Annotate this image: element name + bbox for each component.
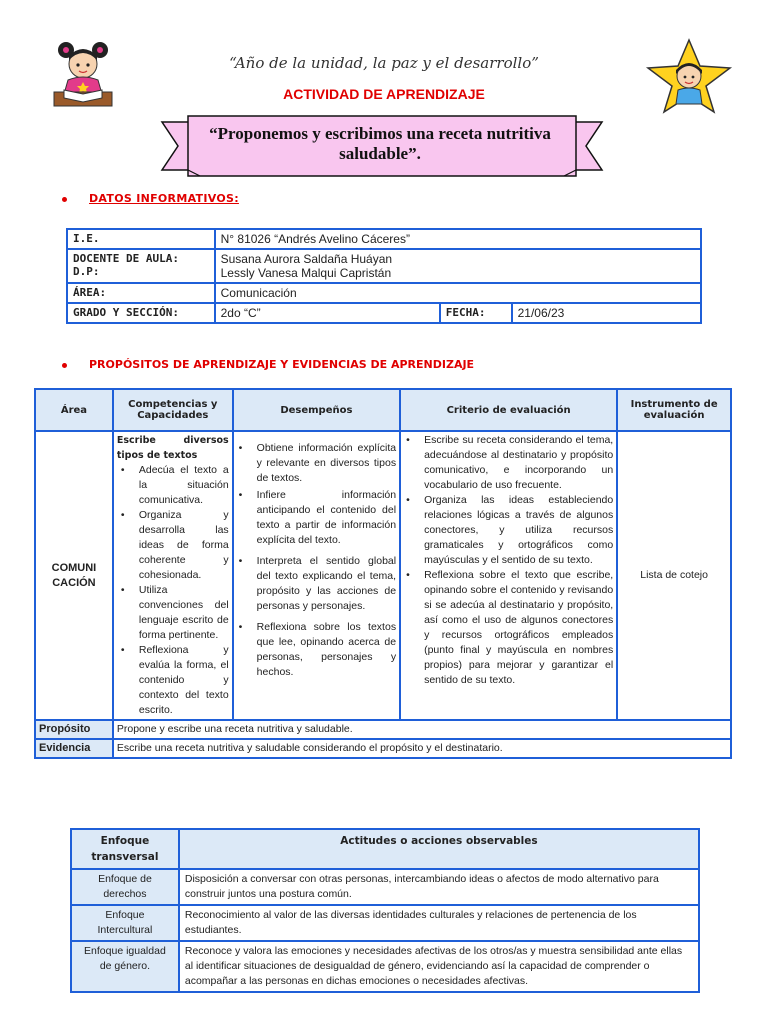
fecha-label: FECHA: [440, 303, 512, 323]
table-header-row [71, 829, 699, 869]
table-row [67, 229, 701, 249]
propositos-table [34, 388, 732, 759]
enfoque-name: Enfoque igualdad de género. [71, 941, 179, 992]
activity-title: ACTIVIDAD DE APRENDIZAJE [283, 86, 485, 102]
header-desempenos: Desempeños [233, 389, 400, 431]
enfoque-text: Disposición a conversar con otras personas, intercambiando ideas o afectos de modo alternativo para construir juntos una postura común. [179, 869, 699, 905]
instrumento-cell: Lista de cotejo [617, 431, 731, 720]
competencias-cell [113, 431, 233, 720]
table-row [35, 431, 731, 720]
capacidades-list [117, 463, 229, 718]
table-row [71, 941, 699, 992]
datos-table [66, 228, 702, 324]
table-row [35, 739, 731, 758]
area-cell: COMUNI CACIÓN [35, 431, 113, 720]
desempenos-cell [233, 431, 400, 720]
header-criterio: Criterio de evaluación [400, 389, 617, 431]
ie-value: N° 81026 “Andrés Avelino Cáceres” [215, 229, 701, 249]
table-row [67, 283, 701, 303]
header-enfoque: Enfoque transversal [71, 829, 179, 869]
fecha-value: 21/06/23 [512, 303, 701, 323]
table-row [71, 869, 699, 905]
list-item: • Utiliza convenciones del lenguaje escrito de forma pertinente. [117, 583, 229, 643]
evidencia-value: Escribe una receta nutritiva y saludable considerando el propósito y el destinatario. [113, 739, 731, 758]
proposito-label: Propósito [35, 720, 113, 739]
competencia-title: Escribe diversos tipos de textos [116, 435, 229, 461]
docente-label: DOCENTE DE AULA: [73, 252, 179, 265]
grado-value: 2do “C” [215, 303, 440, 323]
star-girl-illustration [644, 38, 734, 114]
header-actitudes: Actitudes o acciones observables [179, 829, 699, 869]
criterios-list [404, 433, 613, 688]
enfoque-name: Enfoque Intercultural [71, 905, 179, 941]
enfoque-text: Reconoce y valora las emociones y necesidades afectivas de los otros/as y muestra sensibilidad ante ellas al identificar situaciones de desigualdad de género, evidenciando así la capacidad de comprender o acompañar a las personas en dichas emociones o necesidades afectivas. [179, 941, 699, 992]
list-item: • Obtiene información explícita y relevante en diversos tipos de textos. [237, 441, 396, 486]
enfoque-text: Reconocimiento al valor de las diversas identidades culturales y relaciones de pertenencia de los estudiantes. [179, 905, 699, 941]
propositos-heading: PROPÓSITOS DE APRENDIZAJE Y EVIDENCIAS DE APRENDIZAJE [62, 358, 474, 371]
table-row [67, 249, 701, 283]
datos-heading: DATOS INFORMATIVOS: [62, 192, 239, 205]
list-item: • Reflexiona sobre los textos que lee, opinando acerca de personas, personajes y hechos. [237, 620, 396, 680]
enfoques-table [70, 828, 700, 993]
table-header-row [35, 389, 731, 431]
table-row [35, 720, 731, 739]
criterio-cell [400, 431, 617, 720]
grado-label: GRADO Y SECCIÓN: [67, 303, 215, 323]
header-instrumento: Instrumento de evaluación [617, 389, 731, 431]
docente-value: Susana Aurora Saldaña Huáyan [220, 252, 393, 266]
enfoque-name: Enfoque de derechos [71, 869, 179, 905]
bullet-icon [62, 363, 67, 368]
bullet-icon [62, 197, 67, 202]
list-item: • Adecúa el texto a la situación comunicativa. [117, 463, 229, 508]
proposito-value: Propone y escribe una receta nutritiva y saludable. [113, 720, 731, 739]
table-row [71, 905, 699, 941]
dp-label: D.P: [73, 265, 100, 278]
area-label: ÁREA: [67, 283, 215, 303]
dp-value: Lessly Vanesa Malqui Capristán [220, 266, 392, 280]
docente-label-cell [67, 249, 215, 283]
area-value: Comunicación [215, 283, 701, 303]
list-item: • Escribe su receta considerando el tema, adecuándose al destinatario y propósito comunicativo, e incorporando un vocabulario de uso frecuente. [404, 433, 613, 493]
list-item: • Reflexiona y evalúa la forma, el contenido y contexto del texto escrito. [117, 643, 229, 718]
school-year-motto: “Año de la unidad, la paz y el desarrollo” [229, 54, 539, 72]
ie-label: I.E. [67, 229, 215, 249]
table-row [67, 303, 701, 323]
docente-value-cell [215, 249, 701, 283]
list-item: • Infiere información anticipando el contenido del texto a partir de información explícita del texto. [237, 488, 396, 548]
list-item: • Reflexiona sobre el texto que escribe, opinando sobre el contenido y revisando si se adecúa al destinatario y propósito, así como el uso de algunos conectores y recursos ortográficos empleados (punto final y mayúscula en nombres propios) para mejorar y garantizar el sentido de su texto. [404, 568, 613, 688]
desempenos-list [237, 433, 396, 680]
list-item: • Organiza y desarrolla las ideas de forma coherente y cohesionada. [117, 508, 229, 583]
header-competencias: Competencias y Capacidades [113, 389, 233, 431]
header-area: Área [35, 389, 113, 431]
evidencia-label: Evidencia [35, 739, 113, 758]
list-item: • Organiza las ideas estableciendo relaciones lógicas a través de algunos conectores, y utiliza recursos gramaticales y ortográficos como mayúsculas y el sentido de su texto. [404, 493, 613, 568]
list-item: • Interpreta el sentido global del texto explicando el tema, propósito y las acciones de personas y personajes. [237, 554, 396, 614]
activity-name: “Proponemos y escribimos una receta nutritiva saludable”. [209, 124, 551, 163]
